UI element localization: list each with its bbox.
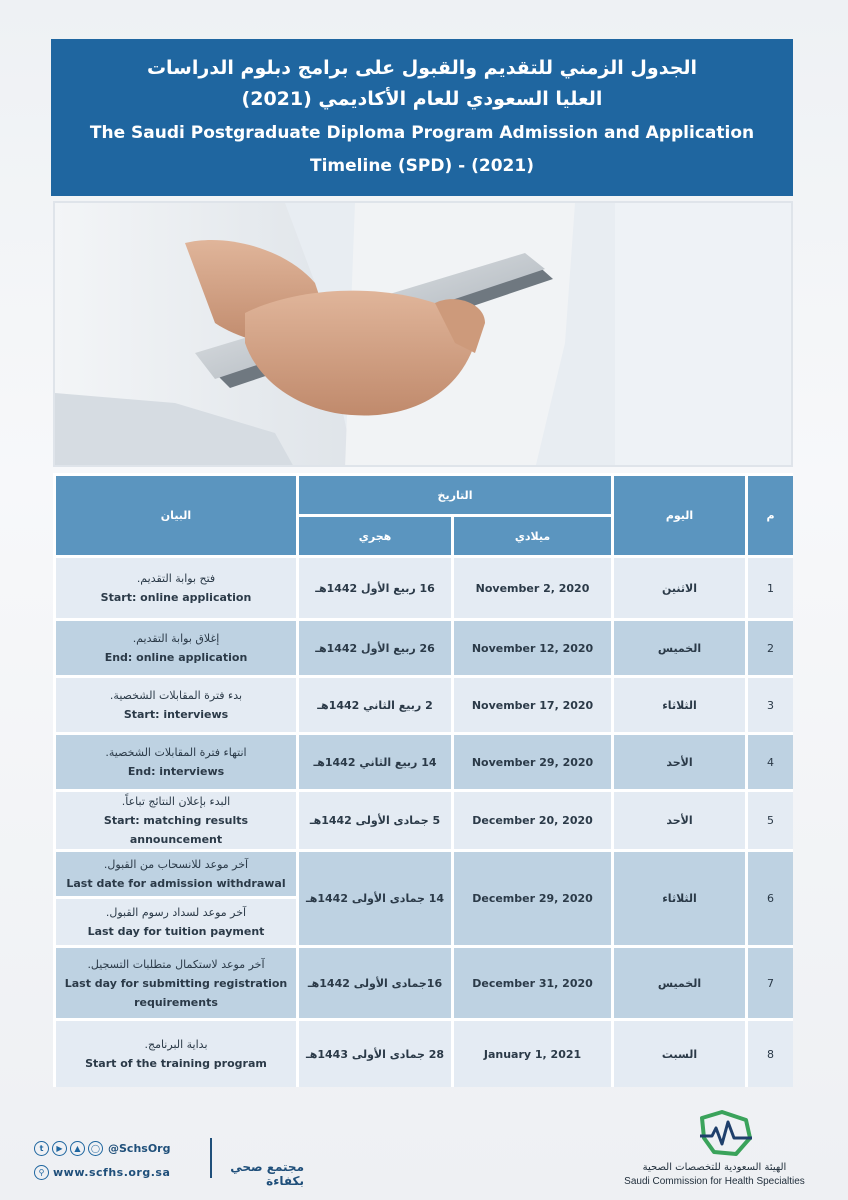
header-gregorian: ميلادي xyxy=(454,517,611,555)
scfhs-logo-icon xyxy=(696,1108,756,1160)
description-arabic: البدء بإعلان النتائج تباعاً. xyxy=(121,795,231,808)
row-gregorian-date: December 31, 2020 xyxy=(454,948,611,1018)
twitter-icon[interactable]: t xyxy=(34,1141,49,1156)
organization-name-arabic: الهيئة السعودية للتخصصات الصحية xyxy=(642,1162,787,1173)
table-row xyxy=(56,852,793,896)
row-hijri-date: 5 جمادى الأولى 1442هـ xyxy=(299,792,451,849)
description-english: Last day for tuition payment xyxy=(87,925,265,938)
header-number: م xyxy=(748,476,793,555)
row-description xyxy=(56,678,296,732)
organization-name-english: Saudi Commission for Health Specialties xyxy=(624,1176,805,1187)
row-day: السبت xyxy=(614,1021,745,1087)
description-arabic: انتهاء فترة المقابلات الشخصية. xyxy=(105,746,247,759)
row-day: الاثنين xyxy=(614,558,745,618)
row-description xyxy=(56,621,296,675)
row-hijri-date: 14 ربيع الثاني 1442هـ xyxy=(299,735,451,789)
table-row xyxy=(56,1021,793,1087)
header-day: اليوم xyxy=(614,476,745,555)
row-number: 7 xyxy=(748,948,793,1018)
row-gregorian-date: November 29, 2020 xyxy=(454,735,611,789)
row-hijri-date: 26 ربيع الأول 1442هـ xyxy=(299,621,451,675)
footer-divider xyxy=(210,1138,212,1178)
timeline-table-container xyxy=(53,473,793,1087)
row-day: الثلاثاء xyxy=(614,852,745,945)
row-gregorian-date: December 29, 2020 xyxy=(454,852,611,945)
web-search-icon: ⚲ xyxy=(34,1165,49,1180)
description-arabic: فتح بوابة التقديم. xyxy=(136,572,216,585)
youtube-icon[interactable]: ▶ xyxy=(52,1141,67,1156)
social-handle[interactable]: @SchsOrg xyxy=(108,1141,171,1155)
row-hijri-date: 2 ربيع الثاني 1442هـ xyxy=(299,678,451,732)
row-description xyxy=(56,899,296,945)
row-day: الثلاثاء xyxy=(614,678,745,732)
row-description xyxy=(56,735,296,789)
doctor-tablet-illustration xyxy=(55,203,793,467)
row-hijri-date: 28 جمادى الأولى 1443هـ xyxy=(299,1021,451,1087)
description-english: Last date for admission withdrawal xyxy=(66,877,286,890)
row-gregorian-date: November 12, 2020 xyxy=(454,621,611,675)
description-arabic: إغلاق بوابة التقديم. xyxy=(132,632,220,645)
header-date: التاريخ xyxy=(299,476,611,514)
description-english: End: online application xyxy=(104,651,248,664)
description-arabic: آخر موعد لاستكمال متطلبات التسجيل. xyxy=(87,957,265,971)
row-number: 4 xyxy=(748,735,793,789)
header-hijri: هجري xyxy=(299,517,451,555)
row-description xyxy=(56,852,296,896)
row-gregorian-date: November 17, 2020 xyxy=(454,678,611,732)
description-arabic: بدء فترة المقابلات الشخصية. xyxy=(109,689,243,702)
row-hijri-date: 16جمادى الأولى 1442هـ xyxy=(299,948,451,1018)
description-english: Start: matching results announcement xyxy=(103,814,249,846)
description-english: Start: interviews xyxy=(123,708,229,721)
row-number: 6 xyxy=(748,852,793,945)
hero-photo-doctor-tablet xyxy=(53,201,793,467)
description-arabic: آخر موعد للانسحاب من القبول. xyxy=(103,858,249,871)
row-gregorian-date: December 20, 2020 xyxy=(454,792,611,849)
row-number: 1 xyxy=(748,558,793,618)
row-description xyxy=(56,948,296,1018)
row-hijri-date: 14 جمادى الأولى 1442هـ xyxy=(299,852,451,945)
row-number: 3 xyxy=(748,678,793,732)
description-english: Start of the training program xyxy=(85,1057,267,1070)
header-description: البيان xyxy=(56,476,296,555)
slogan: مجتمع صحي بكفاءة xyxy=(230,1160,304,1188)
footer-contact xyxy=(34,1138,304,1188)
row-hijri-date: 16 ربيع الأول 1442هـ xyxy=(299,558,451,618)
table-row xyxy=(56,558,793,618)
row-gregorian-date: January 1, 2021 xyxy=(454,1021,611,1087)
row-description xyxy=(56,792,296,849)
row-number: 5 xyxy=(748,792,793,849)
row-description xyxy=(56,558,296,618)
table-row xyxy=(56,792,793,849)
title-arabic-line-2: العليا السعودي للعام الأكاديمي (2021) xyxy=(241,88,603,110)
description-english: End: interviews xyxy=(127,765,225,778)
title-english-line-2: Timeline (SPD) - (2021) xyxy=(310,156,534,176)
timeline-table xyxy=(53,473,796,1090)
row-day: الخميس xyxy=(614,621,745,675)
instagram-icon[interactable]: ◯ xyxy=(88,1141,103,1156)
description-english: Start: online application xyxy=(100,591,252,604)
row-day: الأحد xyxy=(614,792,745,849)
snapchat-icon[interactable]: ▲ xyxy=(70,1141,85,1156)
title-banner xyxy=(51,39,793,196)
row-description xyxy=(56,1021,296,1087)
table-row xyxy=(56,621,793,675)
description-arabic: بداية البرنامج. xyxy=(144,1038,208,1051)
row-gregorian-date: November 2, 2020 xyxy=(454,558,611,618)
social-row xyxy=(34,1138,304,1158)
table-row xyxy=(56,948,793,1018)
title-english-line-1: The Saudi Postgraduate Diploma Program Admission and Application xyxy=(89,123,755,143)
row-day: الخميس xyxy=(614,948,745,1018)
title-arabic-line-1: الجدول الزمني للتقديم والقبول على برامج دبلوم الدراسات xyxy=(146,57,698,79)
organization-logo-block xyxy=(612,1108,832,1192)
table-row xyxy=(56,735,793,789)
timeline-table-body xyxy=(56,558,793,1087)
row-day: الأحد xyxy=(614,735,745,789)
description-arabic: آخر موعد لسداد رسوم القبول. xyxy=(105,906,247,919)
row-number: 8 xyxy=(748,1021,793,1087)
row-number: 2 xyxy=(748,621,793,675)
table-row xyxy=(56,678,793,732)
description-english: Last day for submitting registration requirements xyxy=(64,976,288,1009)
website-link[interactable]: www.scfhs.org.sa xyxy=(53,1165,171,1179)
